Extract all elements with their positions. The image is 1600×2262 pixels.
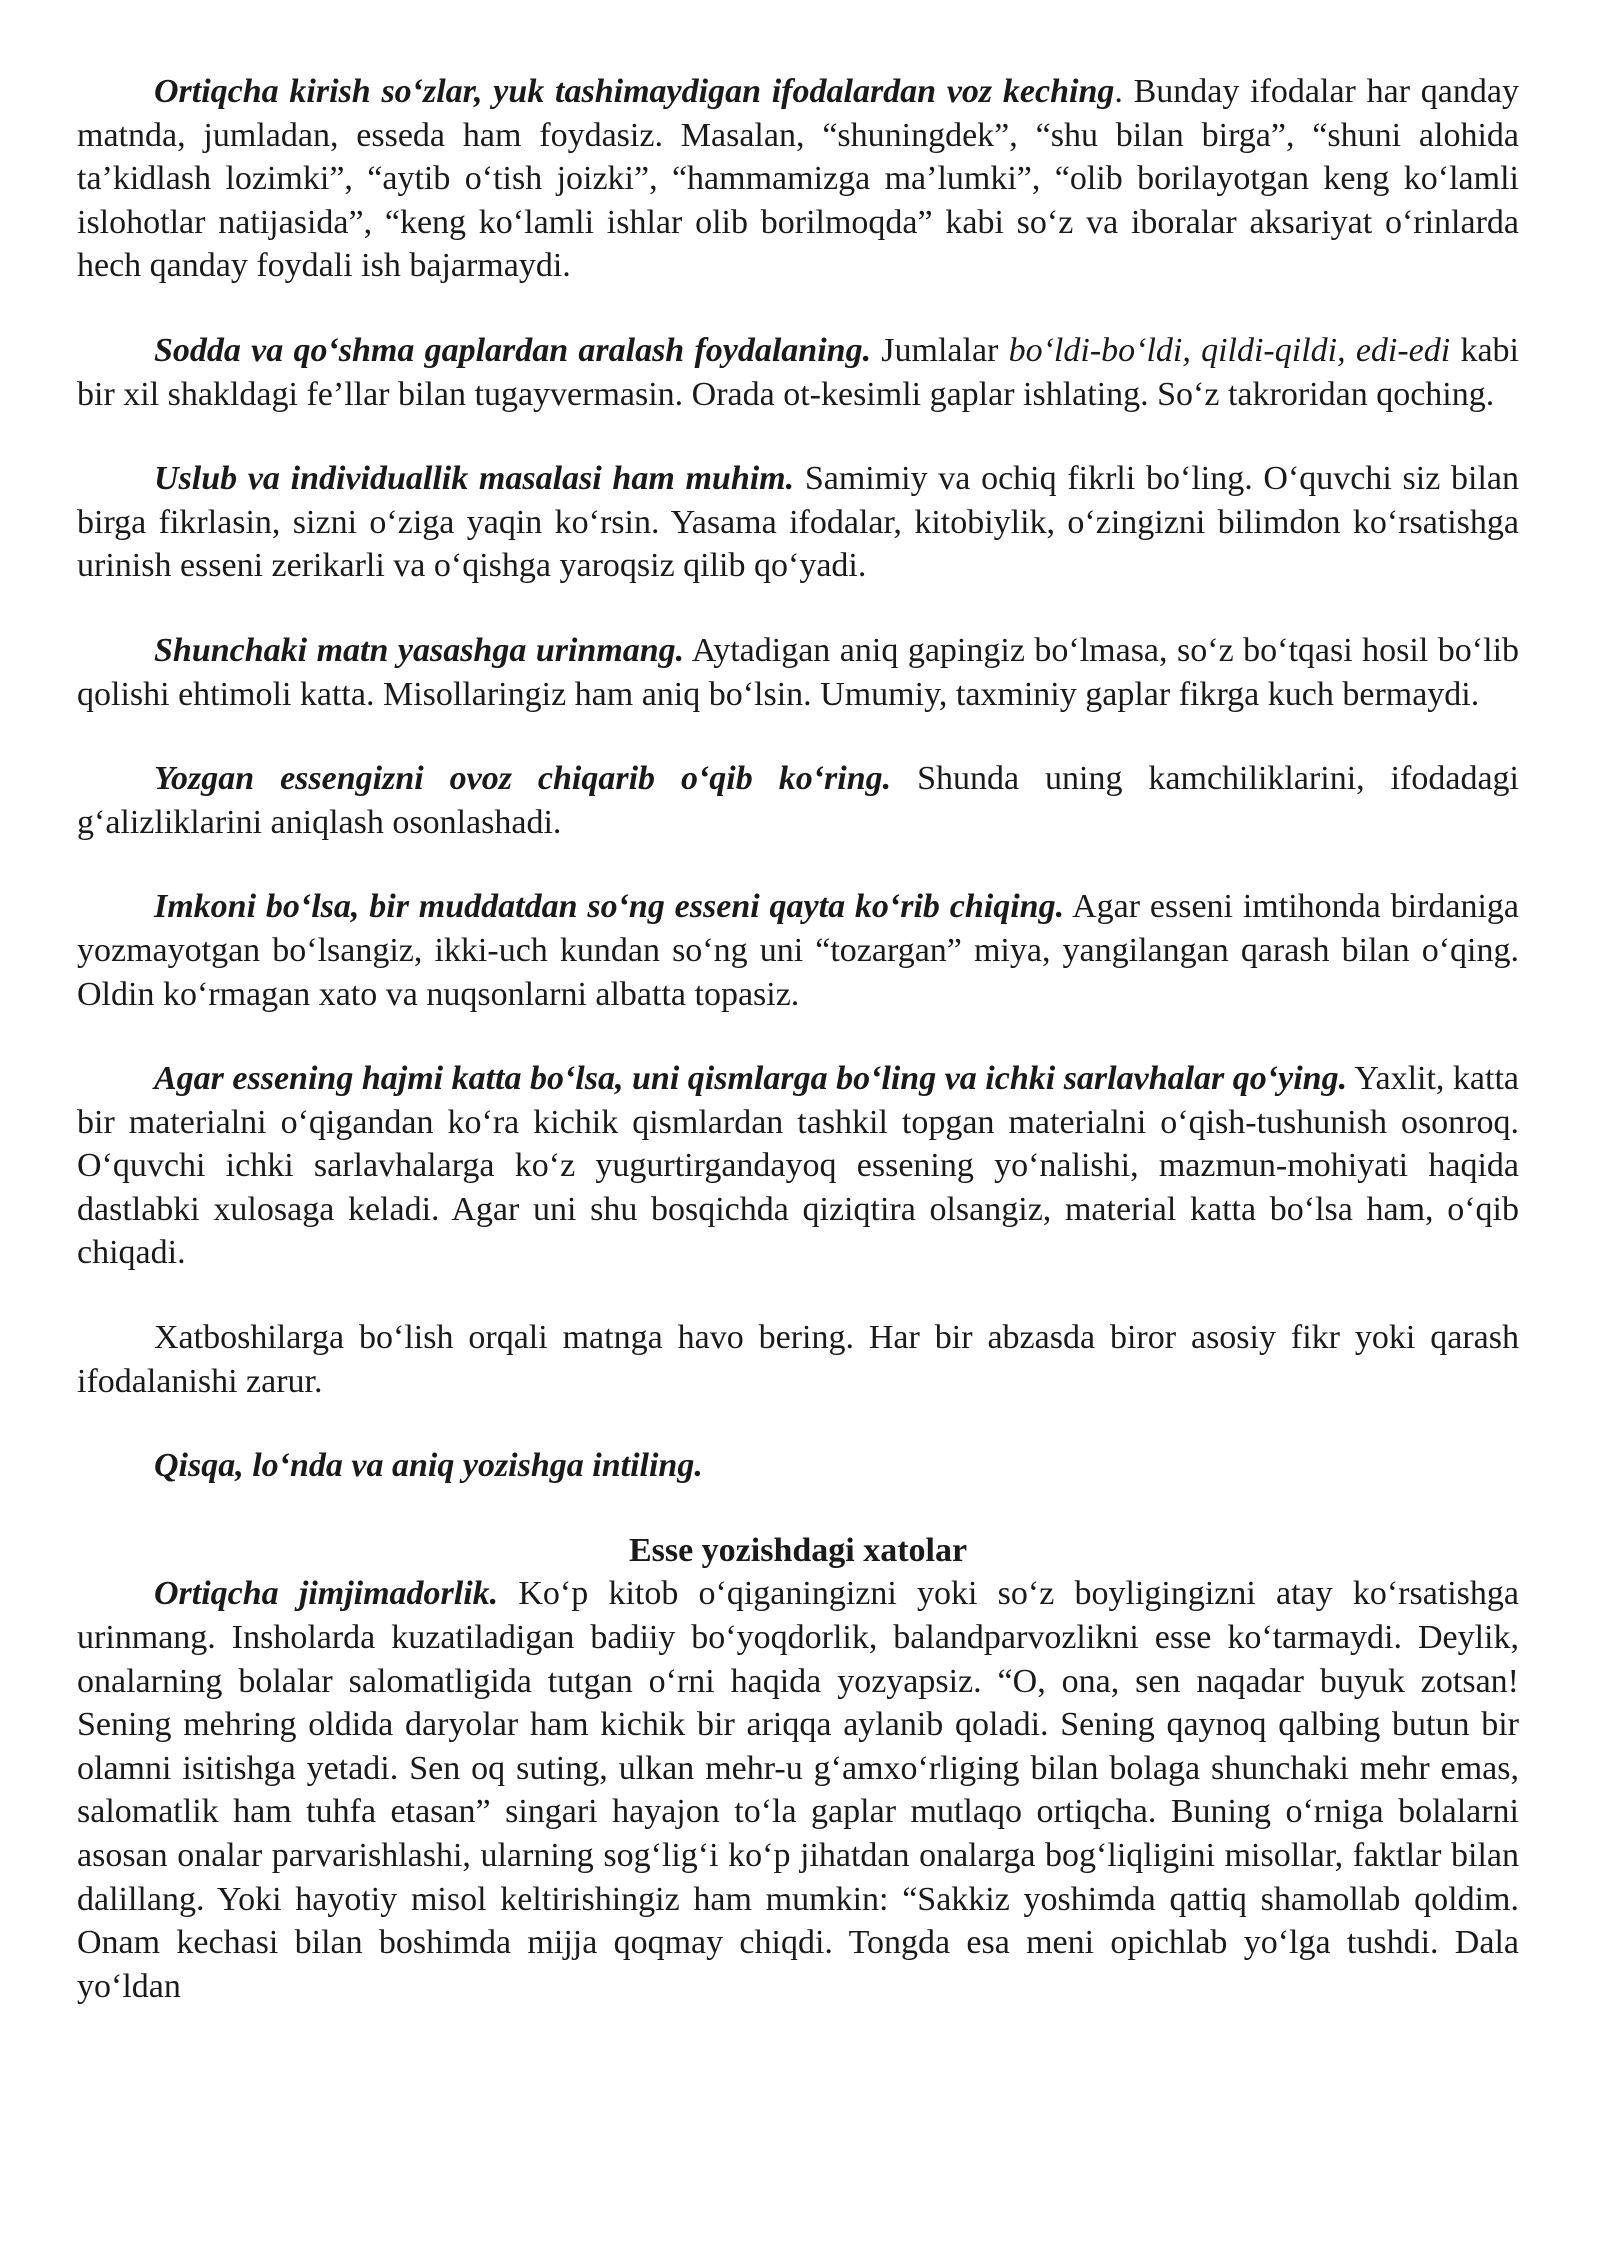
paragraph-text: Ko‘p kitob o‘qiganingizni yoki so‘z boyligingizni atay ko‘rsatishga urinmang. Insholarda kuzatiladigan badiiy bo‘yoqdorlik, balandparvozlikni esse ko‘tarmaydi. Deylik, onalarning bolalar salomatligida tutgan o‘rni haqida yozyapsiz. “O, ona, sen naqadar buyuk zotsan! Sening mehring oldida daryolar ham kichik bir ariqqa aylanib qoladi. Sening qaynoq qalbing butun bir olamni isitishga yetadi. Sen oq suting, ulkan mehr-u g‘amxo‘rliging bilan bolaga shunchaki mehr emas, salomatlik ham tuhfa etasan” singari hayajon to‘la gaplar mutlaqo ortiqcha. Buning o‘rniga bolalarni asosan onalar parvarishlashi, ularning sog‘lig‘i ko‘p jihatdan onalarga bog‘liqligini misollar, faktlar bilan dalillang. Yoki hayotiy misol keltirishingiz ham mumkin: “Sakkiz yoshimda qattiq shamollab qoldim. Onam kechasi bilan boshimda mijja qoqmay chiqdi. Tongda esa meni opichlab yo‘lga tushdi. Dala yo‘ldan <box>77 1575 1520 2005</box>
paragraph-lead: Ortiqcha jimjimadorlik. <box>154 1575 499 1613</box>
paragraph-lead: Uslub va individuallik masalasi ham muhim. <box>154 460 795 498</box>
paragraph-lead: Shunchaki matn yasashga urinmang. <box>154 631 685 669</box>
paragraph-review <box>77 885 1519 1016</box>
paragraph-text: Agar esseni imtihonda birdaniga yozmayotgan bo‘lsangiz, ikki-uch kundan so‘ng uni “tozargan” miya, yangilangan qarash bilan o‘qing. Oldin ko‘rmagan xato va nuqsonlarni albatta topasiz. <box>77 888 1519 1013</box>
paragraph-text: Yaxlit, katta bir materialni o‘qigandan ko‘ra kichik qismlardan tashkil topgan materialni o‘qish-tushunish osonroq. O‘quvchi ichki sarlavhalarga ko‘z yugurtirgandayoq essening yo‘nalishi, mazmun-mohiyati haqida dastlabki xulosaga keladi. Agar uni shu bosqichda qiziqtira olsangiz, material katta bo‘lsa ham, o‘qib chiqadi. <box>77 1060 1519 1272</box>
paragraph-lead: Sodda va qo‘shma gaplardan aralash foydalaning. <box>154 331 872 369</box>
paragraph-italic-example: bo‘ldi-bo‘ldi, qildi-qildi, edi-edi <box>1008 331 1451 369</box>
paragraph-lead: Yozgan essengizni ovoz chiqarib o‘qib ko‘ring. <box>154 760 892 798</box>
paragraph-extra-words <box>77 70 1519 288</box>
paragraph-lead: Agar essening hajmi katta bo‘lsa, uni qismlarga bo‘ling va ichki sarlavhalar qo‘ying. <box>154 1060 1348 1098</box>
paragraph-lead: Ortiqcha kirish so‘zlar, yuk tashimaydigan ifodalardan voz keching <box>154 73 1115 110</box>
document-page <box>77 70 1519 2008</box>
paragraph-sentence-mix <box>77 329 1519 416</box>
paragraph-lead: Imkoni bo‘lsa, bir muddatdan so‘ng esseni qayta ko‘rib chiqing. <box>154 888 1065 926</box>
paragraph-text: Xatboshilarga bo‘lish orqali matnga havo bering. Har bir abzasda biror asosiy fikr yoki qarash ifodalanishi zarur. <box>77 1319 1519 1400</box>
paragraph-style <box>77 457 1519 588</box>
paragraph-no-filler <box>77 629 1519 716</box>
paragraph-text: Aytadigan aniq gapingiz bo‘lmasa, so‘z bo‘tqasi hosil bo‘lib qolishi ehtimoli katta. Misollaringiz ham aniq bo‘lsin. Umumiy, taxminiy gaplar fikrga kuch bermaydi. <box>77 631 1520 713</box>
paragraph-text: Jumlalar <box>871 331 1009 369</box>
paragraph-embellishment <box>77 1572 1519 2008</box>
paragraph-text: Samimiy va ochiq fikrli bo‘ling. O‘quvchi siz bilan birga fikrlasin, sizni o‘ziga yaqin ko‘rsin. Yasama ifodalar, kitobiylik, o‘zingizni bilimdon ko‘rsatishga urinish esseni zerikarli va o‘qishga yaroqsiz qilib qo‘yadi. <box>77 460 1519 585</box>
paragraph-text: kabi bir xil shakldagi fe’llar bilan tugayvermasin. Orada ot-kesimli gaplar ishlating. So‘z takroridan qoching. <box>77 331 1519 413</box>
paragraph-text: Shunda uning kamchiliklarini, ifodadagi g‘alizliklarini aniqlash osonlashadi. <box>77 760 1519 841</box>
paragraph-text: . Bunday ifodalar har qanday matnda, jumladan, esseda ham foydasiz. Masalan, “shuningdek”, “shu bilan birga”, “shuni alohida ta’kidlash lozimki”, “aytib o‘tish joizki”, “hammamizga ma’lumki”, “olib borilayotgan keng ko‘lamli islohotlar natijasida”, “keng ko‘lamli ishlar olib borilmoqda” kabi so‘z va iboralar aksariyat o‘rinlarda hech qanday foydali ish bajarmaydi. <box>77 73 1519 285</box>
paragraph-concise <box>77 1444 1519 1488</box>
section-title: Esse yozishdagi xatolar <box>628 1531 968 1569</box>
paragraph-read-aloud <box>77 757 1519 844</box>
paragraph-lead: Qisqa, lo‘nda va aniq yozishga intiling. <box>154 1447 703 1485</box>
paragraph-indentation <box>77 1316 1519 1403</box>
paragraph-sections <box>77 1057 1519 1275</box>
